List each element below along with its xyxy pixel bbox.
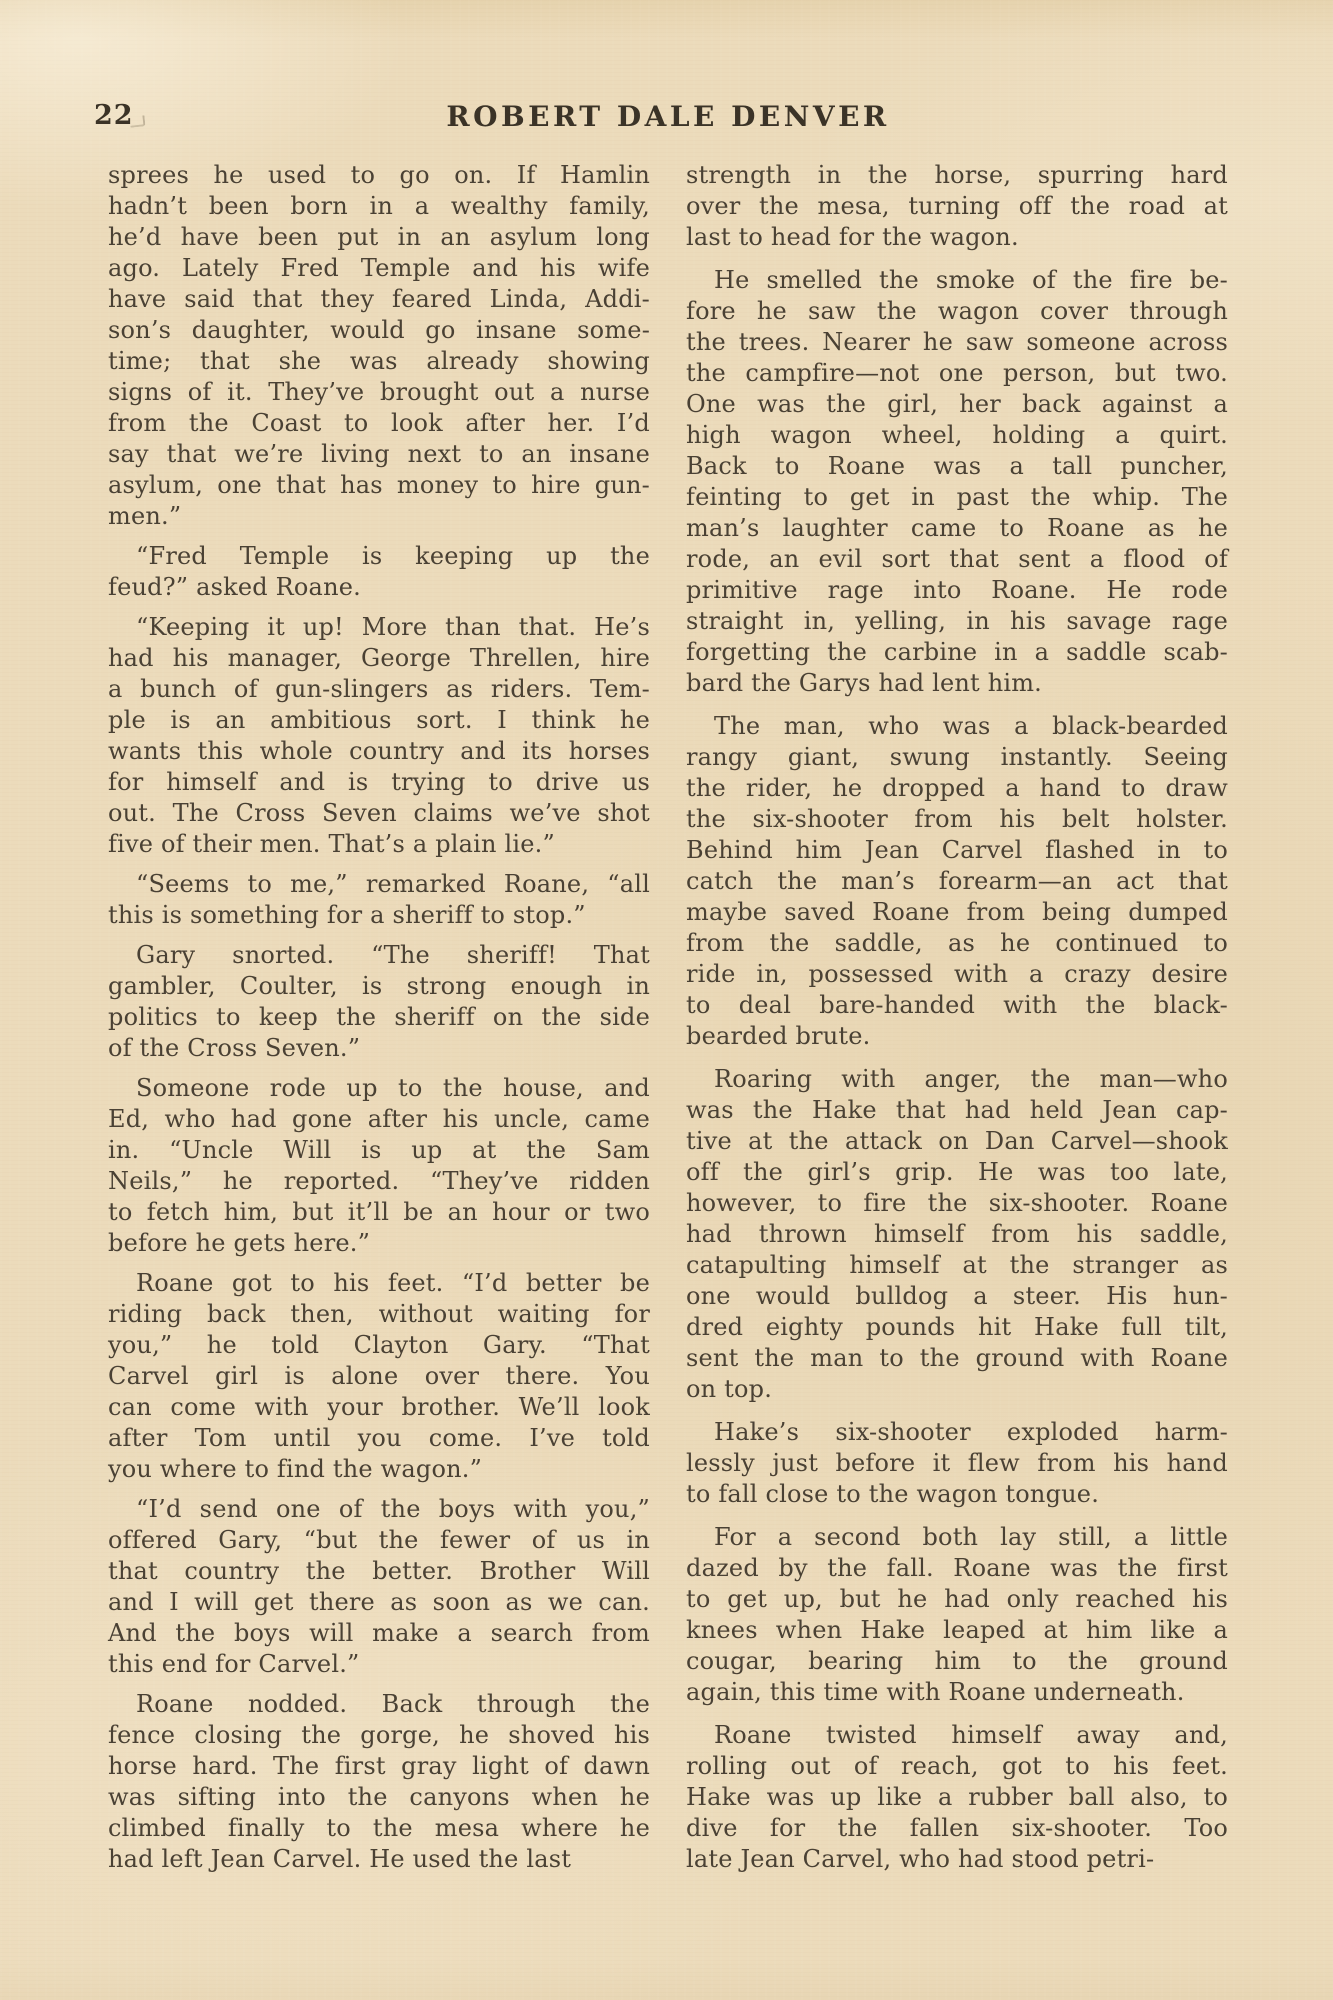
text-line: sprees he used to go on. If Hamlin: [108, 161, 650, 189]
paragraph: [686, 1064, 1228, 1405]
text-line: ago. Lately Fred Temple and his wife: [108, 254, 650, 282]
text-line: bard the Garys had lent him.: [686, 669, 1043, 697]
text-line: ride in, possessed with a crazy desire: [686, 960, 1228, 988]
text-line: to get up, but he had only reached his: [686, 1585, 1228, 1613]
paragraph: [686, 1522, 1228, 1708]
text-line: bearded brute.: [686, 1022, 871, 1050]
text-line: had his manager, George Threllen, hire: [108, 644, 650, 672]
text-line: rode, an evil sort that sent a flood of: [686, 545, 1228, 573]
text-line: out. The Cross Seven claims we’ve shot: [108, 799, 650, 827]
text-line: say that we’re living next to an insane: [108, 440, 650, 468]
text-line: Someone rode up to the house, and: [136, 1074, 650, 1102]
text-line: was sifting into the canyons when he: [108, 1783, 650, 1811]
text-line: had left Jean Carvel. He used the last: [108, 1845, 572, 1873]
text-line: to deal bare-handed with the black-: [686, 991, 1228, 1019]
text-line: Hake was up like a rubber ball also, to: [686, 1783, 1228, 1811]
text-line: this end for Carvel.”: [108, 1650, 360, 1678]
running-title: ROBERT DALE DENVER: [446, 100, 890, 133]
text-line: on top.: [686, 1375, 773, 1403]
text-line: climbed finally to the mesa where he: [108, 1814, 650, 1842]
paragraph: [686, 1720, 1228, 1875]
text-line: the trees. Nearer he saw someone across: [686, 328, 1228, 356]
paragraph: [108, 869, 650, 931]
text-line: of the Cross Seven.”: [108, 1034, 361, 1062]
text-line: hadn’t been born in a wealthy family,: [108, 192, 650, 220]
paragraph: [108, 1268, 650, 1485]
text-line: Back to Roane was a tall puncher,: [686, 452, 1228, 480]
paragraph: [686, 1417, 1228, 1510]
text-line: Ed, who had gone after his uncle, came: [108, 1105, 650, 1133]
page-header: [94, 100, 1228, 136]
text-line: riding back then, without waiting for: [108, 1300, 650, 1328]
text-line: men.”: [108, 502, 182, 530]
text-line: last to head for the wagon.: [686, 223, 1019, 251]
text-line: offered Gary, “but the fewer of us in: [108, 1526, 650, 1554]
paragraph: [108, 940, 650, 1064]
text-line: For a second both lay still, a little: [714, 1523, 1228, 1551]
text-line: catch the man’s forearm—an act that: [686, 867, 1228, 895]
text-line: fore he saw the wagon cover through: [686, 297, 1228, 325]
text-line: “Keeping it up! More than that. He’s: [136, 613, 650, 641]
text-line: you where to find the wagon.”: [108, 1455, 483, 1483]
text-line: before he gets here.”: [108, 1229, 371, 1257]
text-line: dred eighty pounds hit Hake full tilt,: [686, 1313, 1228, 1341]
text-line: Roane nodded. Back through the: [136, 1690, 650, 1718]
text-line: gambler, Coulter, is strong enough in: [108, 972, 650, 1000]
paragraph: [686, 265, 1228, 699]
text-line: knees when Hake leaped at him like a: [686, 1616, 1228, 1644]
text-line: feinting to get in past the whip. The: [686, 483, 1228, 511]
text-line: time; that she was already showing: [108, 347, 650, 375]
text-line: five of their men. That’s a plain lie.”: [108, 830, 555, 858]
text-line: a bunch of gun-slingers as riders. Tem-: [108, 675, 650, 703]
text-line: maybe saved Roane from being dumped: [686, 898, 1228, 926]
text-line: he’d have been put in an asylum long: [108, 223, 650, 251]
text-line: strength in the horse, spurring hard: [686, 161, 1228, 189]
text-line: forgetting the carbine in a saddle scab-: [686, 638, 1228, 666]
text-line: sent the man to the ground with Roane: [686, 1344, 1228, 1372]
text-line: One was the girl, her back against a: [686, 390, 1228, 418]
text-line: the six-shooter from his belt holster.: [686, 805, 1228, 833]
page-number: 22: [94, 100, 134, 131]
text-line: ple is an ambitious sort. I think he: [108, 706, 650, 734]
text-line: asylum, one that has money to hire gun-: [108, 471, 650, 499]
text-line: He smelled the smoke of the fire be-: [714, 266, 1228, 294]
text-line: over the mesa, turning off the road at: [686, 192, 1228, 220]
paragraph: [108, 160, 650, 532]
text-line: high wagon wheel, holding a quirt.: [686, 421, 1228, 449]
paragraph: [108, 612, 650, 860]
text-line: Roaring with anger, the man—who: [714, 1065, 1228, 1093]
text-line: Roane twisted himself away and,: [714, 1721, 1228, 1749]
paragraph: [686, 160, 1228, 253]
text-line: Roane got to his feet. “I’d better be: [136, 1269, 650, 1297]
paragraph: [108, 1689, 650, 1875]
text-line: cougar, bearing him to the ground: [686, 1647, 1228, 1675]
text-line: Gary snorted. “The sheriff! That: [136, 941, 650, 969]
text-line: Carvel girl is alone over there. You: [108, 1362, 650, 1390]
text-line: this is something for a sheriff to stop.”: [108, 901, 586, 929]
text-line: in. “Uncle Will is up at the Sam: [108, 1136, 650, 1164]
text-line: again, this time with Roane underneath.: [686, 1678, 1185, 1706]
text-line: to fetch him, but it’ll be an hour or two: [108, 1198, 650, 1226]
text-line: had thrown himself from his saddle,: [686, 1220, 1228, 1248]
text-line: primitive rage into Roane. He rode: [686, 576, 1228, 604]
text-line: rangy giant, swung instantly. Seeing: [686, 743, 1228, 771]
text-line: you,” he told Clayton Gary. “That: [108, 1331, 650, 1359]
text-line: late Jean Carvel, who had stood petri-: [686, 1845, 1155, 1873]
text-line: from the Coast to look after her. I’d: [108, 409, 650, 437]
text-line: the campfire—not one person, but two.: [686, 359, 1228, 387]
text-line: fence closing the gorge, he shoved his: [108, 1721, 650, 1749]
text-line: off the girl’s grip. He was too late,: [686, 1158, 1228, 1186]
text-line: the rider, he dropped a hand to draw: [686, 774, 1228, 802]
text-line: to fall close to the wagon tongue.: [686, 1480, 1100, 1508]
text-line: And the boys will make a search from: [108, 1619, 650, 1647]
text-line: son’s daughter, would go insane some-: [108, 316, 650, 344]
right-column: [686, 160, 1228, 1875]
text-line: from the saddle, as he continued to: [686, 929, 1228, 957]
paragraph: [108, 1073, 650, 1259]
text-line: politics to keep the sheriff on the side: [108, 1003, 650, 1031]
text-line: tive at the attack on Dan Carvel—shook: [686, 1127, 1228, 1155]
text-line: however, to fire the six-shooter. Roane: [686, 1189, 1228, 1217]
text-line: for himself and is trying to drive us: [108, 768, 650, 796]
text-line: dive for the fallen six-shooter. Too: [686, 1814, 1228, 1842]
text-line: feud?” asked Roane.: [108, 573, 361, 601]
text-line: dazed by the fall. Roane was the first: [686, 1554, 1228, 1582]
text-line: man’s laughter came to Roane as he: [686, 514, 1228, 542]
text-line: lessly just before it flew from his hand: [686, 1449, 1228, 1477]
paragraph: [686, 711, 1228, 1052]
text-line: have said that they feared Linda, Addi-: [108, 285, 650, 313]
text-line: that country the better. Brother Will: [108, 1557, 650, 1585]
text-line: and I will get there as soon as we can.: [108, 1588, 650, 1616]
paragraph: [108, 1494, 650, 1680]
text-line: rolling out of reach, got to his feet.: [686, 1752, 1228, 1780]
text-line: signs of it. They’ve brought out a nurse: [108, 378, 650, 406]
text-line: Neils,” he reported. “They’ve ridden: [108, 1167, 650, 1195]
text-line: Behind him Jean Carvel flashed in to: [686, 836, 1228, 864]
text-line: “Seems to me,” remarked Roane, “all: [136, 870, 650, 898]
text-line: The man, who was a black-bearded: [714, 712, 1228, 740]
text-line: horse hard. The first gray light of dawn: [108, 1752, 650, 1780]
text-line: can come with your brother. We’ll look: [108, 1393, 650, 1421]
text-line: wants this whole country and its horses: [108, 737, 650, 765]
text-line: was the Hake that had held Jean cap-: [686, 1096, 1228, 1124]
paragraph: [108, 541, 650, 603]
text-line: “I’d send one of the boys with you,”: [136, 1495, 650, 1523]
text-line: catapulting himself at the stranger as: [686, 1251, 1228, 1279]
text-line: one would bulldog a steer. His hun-: [686, 1282, 1228, 1310]
text-line: “Fred Temple is keeping up the: [136, 542, 650, 570]
text-columns: [108, 160, 1228, 1875]
text-line: after Tom until you come. I’ve told: [108, 1424, 650, 1452]
text-line: straight in, yelling, in his savage rage: [686, 607, 1228, 635]
text-line: Hake’s six-shooter exploded harm-: [714, 1418, 1228, 1446]
left-column: [108, 160, 650, 1875]
